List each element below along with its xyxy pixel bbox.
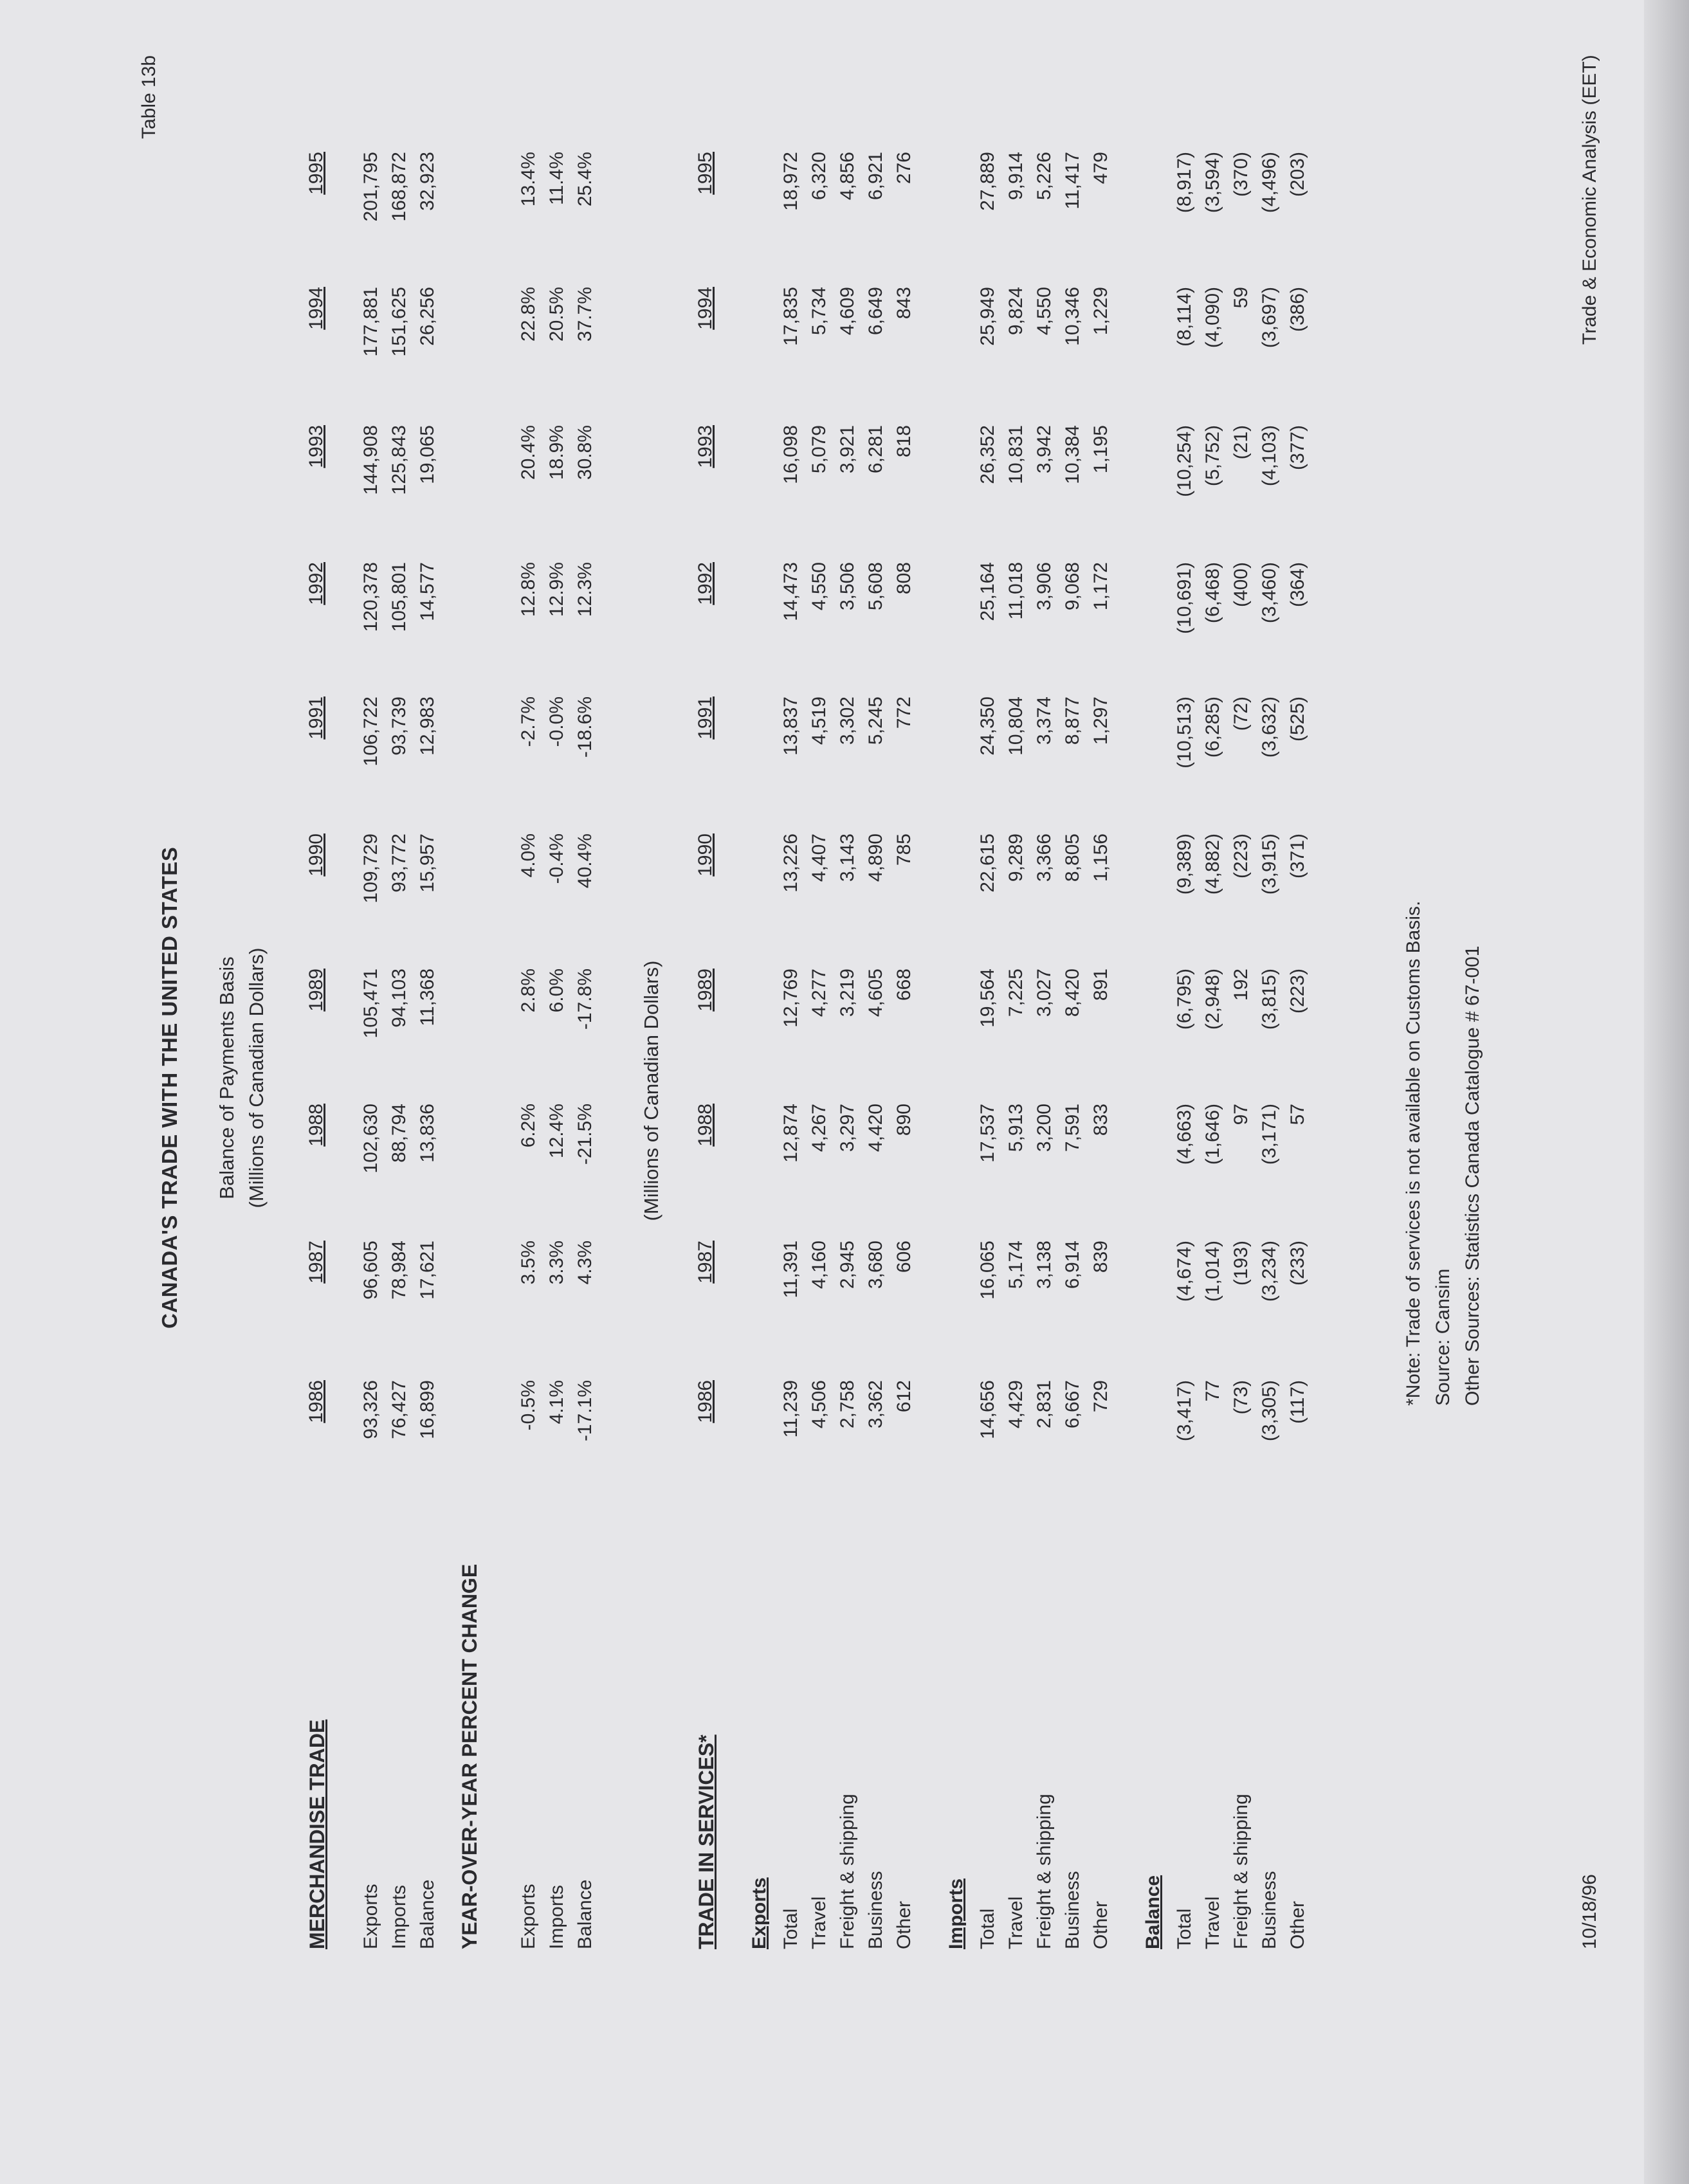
svc-g0-cell: 17,835 <box>780 287 801 346</box>
svc-g2-cell: (72) <box>1230 696 1252 731</box>
yoy-cell: 13.4% <box>518 152 539 207</box>
svc-g2-cell: 97 <box>1230 1104 1252 1125</box>
svc-g1-cell: 10,384 <box>1062 425 1083 484</box>
svc-g2-cell: (223) <box>1287 969 1308 1014</box>
svc-g2-cell: (203) <box>1287 152 1308 197</box>
merch-cell: 168,872 <box>388 152 410 222</box>
svc-g2-cell: (525) <box>1287 696 1308 742</box>
yoy-cell: 12.9% <box>546 562 567 617</box>
svc-g0-cell: 3,680 <box>865 1241 886 1289</box>
yoy-cell: 30.8% <box>574 425 596 480</box>
merch-row-label: Balance <box>417 1879 438 1949</box>
svc-g1-row-label: Other <box>1090 1900 1111 1949</box>
merch-year-1991: 1991 <box>306 696 327 740</box>
services-group-heading: Imports <box>945 1878 967 1949</box>
svc-g0-cell: 12,874 <box>780 1104 801 1163</box>
svc-g0-cell: 3,506 <box>837 562 858 611</box>
yoy-cell: 12.3% <box>574 562 596 617</box>
svc-g1-cell: 4,550 <box>1034 287 1055 336</box>
svc-g1-cell: 17,537 <box>977 1104 998 1163</box>
svc-g0-row-label: Other <box>893 1900 915 1949</box>
subtitle-units: (Millions of Canadian Dollars) <box>245 947 268 1208</box>
merch-cell: 76,427 <box>388 1380 410 1439</box>
svc-g0-cell: 2,758 <box>837 1380 858 1429</box>
svc-g1-row-label: Business <box>1062 1871 1083 1949</box>
page-title: CANADA'S TRADE WITH THE UNITED STATES <box>158 846 181 1329</box>
svc-g2-cell: (377) <box>1287 425 1308 471</box>
svc-g2-cell: (73) <box>1230 1380 1252 1415</box>
yoy-cell: 25.4% <box>574 152 596 207</box>
svc-g2-row-label: Travel <box>1202 1896 1223 1949</box>
svc-g1-cell: 25,164 <box>977 562 998 621</box>
svc-g1-cell: 891 <box>1090 969 1111 1001</box>
svc-g0-cell: 4,519 <box>808 696 830 745</box>
yoy-cell: 20.4% <box>518 425 539 480</box>
merch-cell: 105,471 <box>360 969 381 1039</box>
svc-g1-cell: 8,805 <box>1062 833 1083 882</box>
svc-g0-cell: 5,245 <box>865 696 886 745</box>
yoy-cell: -0.4% <box>546 833 567 884</box>
merch-cell: 109,729 <box>360 833 381 904</box>
svc-g2-cell: (233) <box>1287 1241 1308 1286</box>
svc-g2-cell: (6,285) <box>1202 696 1223 758</box>
yoy-cell: 12.4% <box>546 1104 567 1159</box>
merch-cell: 106,722 <box>360 696 381 767</box>
svc-g1-cell: 6,667 <box>1062 1380 1083 1429</box>
merch-cell: 144,908 <box>360 425 381 495</box>
svc-g0-cell: 808 <box>893 562 915 595</box>
svc-g2-cell: (193) <box>1230 1241 1252 1286</box>
merch-year-1990: 1990 <box>306 833 327 877</box>
svc-g1-cell: 11,018 <box>1005 562 1027 620</box>
svc-g0-row-label: Travel <box>808 1896 830 1949</box>
svc-g0-cell: 3,219 <box>837 969 858 1017</box>
yoy-cell: -17.1% <box>574 1380 596 1442</box>
svc-g1-cell: 22,615 <box>977 833 998 893</box>
svc-g0-cell: 668 <box>893 969 915 1001</box>
svc-g0-cell: 11,239 <box>780 1380 801 1438</box>
merch-cell: 32,923 <box>417 152 438 211</box>
merch-cell: 78,984 <box>388 1241 410 1300</box>
merch-year-1987: 1987 <box>306 1241 327 1284</box>
services-group-heading: Exports <box>749 1877 770 1949</box>
note-services: *Note: Trade of services is not available on Customs Basis. <box>1403 900 1424 1406</box>
merch-year-1995: 1995 <box>306 152 327 195</box>
yoy-cell: 3.5% <box>518 1241 539 1285</box>
svc-g0-cell: 612 <box>893 1380 915 1413</box>
svc-g1-cell: 729 <box>1090 1380 1111 1413</box>
svc-g1-cell: 5,913 <box>1005 1104 1027 1152</box>
svc-g0-cell: 11,391 <box>780 1241 801 1298</box>
svc-g0-cell: 6,649 <box>865 287 886 336</box>
merch-cell: 13,836 <box>417 1104 438 1163</box>
svc-g2-cell: (3,815) <box>1259 969 1280 1030</box>
svc-g2-cell: (6,468) <box>1202 562 1223 624</box>
svc-g2-cell: (117) <box>1287 1380 1308 1424</box>
svc-g0-cell: 3,143 <box>837 833 858 882</box>
svc-g1-cell: 4,429 <box>1005 1380 1027 1429</box>
svc-g0-cell: 4,609 <box>837 287 858 336</box>
yoy-cell: 4.3% <box>574 1241 596 1285</box>
svc-g1-cell: 8,420 <box>1062 969 1083 1017</box>
svc-g2-cell: (3,417) <box>1174 1380 1195 1442</box>
svc-g0-cell: 843 <box>893 287 915 320</box>
svc-g0-cell: 4,407 <box>808 833 830 882</box>
yoy-cell: -17.8% <box>574 969 596 1030</box>
svc-g1-cell: 7,591 <box>1062 1104 1083 1152</box>
svc-g0-row-label: Freight & shipping <box>837 1794 858 1949</box>
svc-g1-cell: 2,831 <box>1034 1380 1055 1429</box>
svc-g2-cell: (3,632) <box>1259 696 1280 758</box>
svc-g2-cell: (8,917) <box>1174 152 1195 214</box>
svc-g1-cell: 1,229 <box>1090 287 1111 336</box>
merchandise-heading: MERCHANDISE TRADE <box>306 1719 329 1949</box>
svc-g2-row-label: Total <box>1174 1908 1195 1949</box>
svc-g1-cell: 839 <box>1090 1241 1111 1273</box>
svc-g1-cell: 3,906 <box>1034 562 1055 611</box>
svc-g0-cell: 4,160 <box>808 1241 830 1289</box>
svc-g1-cell: 24,350 <box>977 696 998 756</box>
svc-g2-cell: (5,752) <box>1202 425 1223 487</box>
svc-g1-cell: 1,172 <box>1090 562 1111 611</box>
svc-g1-cell: 6,914 <box>1062 1241 1083 1289</box>
svc-g1-cell: 3,942 <box>1034 425 1055 474</box>
svc-g0-cell: 16,098 <box>780 425 801 484</box>
svc-g1-cell: 3,366 <box>1034 833 1055 882</box>
svc-g1-cell: 1,195 <box>1090 425 1111 474</box>
svc-g1-cell: 10,831 <box>1005 425 1027 484</box>
svc-g0-cell: 4,506 <box>808 1380 830 1429</box>
svc-g2-cell: 77 <box>1202 1380 1223 1402</box>
yoy-heading: YEAR-OVER-YEAR PERCENT CHANGE <box>458 1563 481 1949</box>
merch-cell: 177,881 <box>360 287 381 357</box>
svc-g1-row-label: Travel <box>1005 1896 1027 1949</box>
merch-cell: 15,957 <box>417 833 438 893</box>
yoy-cell: -0.0% <box>546 696 567 747</box>
svc-g1-row-label: Freight & shipping <box>1034 1794 1055 1949</box>
svc-g2-cell: (4,496) <box>1259 152 1280 214</box>
svc-g1-cell: 3,374 <box>1034 696 1055 745</box>
svc-g1-cell: 25,949 <box>977 287 998 346</box>
svc-g2-cell: 57 <box>1287 1104 1308 1125</box>
svc-g1-cell: 5,226 <box>1034 152 1055 201</box>
svc-g0-cell: 14,473 <box>780 562 801 621</box>
yoy-cell: -2.7% <box>518 696 539 747</box>
yoy-cell: -18.6% <box>574 696 596 758</box>
svc-g1-cell: 479 <box>1090 152 1111 185</box>
svc-g0-cell: 13,837 <box>780 696 801 756</box>
svc-g0-cell: 606 <box>893 1241 915 1273</box>
svc-g2-cell: (3,460) <box>1259 562 1280 624</box>
note-source: Source: Cansim <box>1432 1268 1454 1406</box>
yoy-cell: 37.7% <box>574 287 596 342</box>
svc-year-1993: 1993 <box>695 425 716 468</box>
svc-g1-cell: 1,156 <box>1090 833 1111 882</box>
svc-g2-cell: (8,114) <box>1174 287 1195 347</box>
svc-g0-cell: 3,921 <box>837 425 858 474</box>
merch-cell: 201,795 <box>360 152 381 222</box>
svc-g2-row-label: Other <box>1287 1900 1308 1949</box>
svc-g1-cell: 11,417 <box>1062 152 1083 210</box>
svc-g2-cell: (3,171) <box>1259 1104 1280 1165</box>
svc-year-1995: 1995 <box>695 152 716 195</box>
merch-cell: 93,326 <box>360 1380 381 1439</box>
note-other-sources: Other Sources: Statistics Canada Catalogue # 67-001 <box>1462 945 1483 1406</box>
svc-g1-cell: 14,656 <box>977 1380 998 1439</box>
svc-year-1992: 1992 <box>695 562 716 605</box>
svc-g0-row-label: Total <box>780 1908 801 1949</box>
svc-g0-cell: 12,769 <box>780 969 801 1028</box>
subtitle-services: (Millions of Canadian Dollars) <box>640 960 662 1221</box>
merch-year-1994: 1994 <box>306 287 327 330</box>
svc-g0-cell: 13,226 <box>780 833 801 893</box>
table-label: Table 13b <box>138 55 160 139</box>
svc-year-1991: 1991 <box>695 696 716 740</box>
svc-g0-cell: 5,079 <box>808 425 830 474</box>
svc-g0-cell: 772 <box>893 696 915 729</box>
svc-g0-cell: 785 <box>893 833 915 866</box>
yoy-cell: 4.0% <box>518 833 539 878</box>
svc-g0-cell: 4,605 <box>865 969 886 1017</box>
svc-g2-cell: (4,663) <box>1174 1104 1195 1165</box>
svc-g0-cell: 5,608 <box>865 562 886 611</box>
svc-g2-cell: 59 <box>1230 287 1252 309</box>
svc-g1-cell: 9,914 <box>1005 152 1027 201</box>
merch-cell: 102,630 <box>360 1104 381 1174</box>
yoy-cell: 18.9% <box>546 425 567 480</box>
svc-g1-row-label: Total <box>977 1908 998 1949</box>
svc-g0-row-label: Business <box>865 1871 886 1949</box>
svc-year-1987: 1987 <box>695 1241 716 1284</box>
svc-g0-cell: 4,420 <box>865 1104 886 1152</box>
yoy-cell: 11.4% <box>546 152 567 205</box>
merch-cell: 12,983 <box>417 696 438 756</box>
merch-cell: 88,794 <box>388 1104 410 1163</box>
svc-g2-cell: (1,014) <box>1202 1241 1223 1302</box>
svc-g1-cell: 9,068 <box>1062 562 1083 611</box>
svc-g2-cell: (371) <box>1287 833 1308 879</box>
merch-cell: 120,378 <box>360 562 381 632</box>
print-date: 10/18/96 <box>1579 1874 1600 1949</box>
svc-g2-cell: (4,090) <box>1202 287 1223 349</box>
svc-g2-cell: (4,882) <box>1202 833 1223 895</box>
svc-g0-cell: 4,267 <box>808 1104 830 1152</box>
svc-g1-cell: 5,174 <box>1005 1241 1027 1289</box>
svc-g2-cell: (10,254) <box>1174 425 1195 497</box>
merch-cell: 26,256 <box>417 287 438 346</box>
svc-g1-cell: 27,889 <box>977 152 998 211</box>
svc-year-1990: 1990 <box>695 833 716 877</box>
svc-g1-cell: 3,138 <box>1034 1241 1055 1289</box>
yoy-cell: 20.5% <box>546 287 567 342</box>
yoy-cell: 4.1% <box>546 1380 567 1424</box>
merch-row-label: Exports <box>360 1884 381 1949</box>
services-group-heading: Balance <box>1142 1875 1164 1949</box>
merch-year-1986: 1986 <box>306 1380 327 1423</box>
svc-g1-cell: 9,289 <box>1005 833 1027 882</box>
svc-year-1986: 1986 <box>695 1380 716 1423</box>
svc-g2-cell: (4,103) <box>1259 425 1280 487</box>
yoy-cell: 22.8% <box>518 287 539 342</box>
svc-g2-cell: (21) <box>1230 425 1252 460</box>
svc-g2-cell: (9,389) <box>1174 833 1195 895</box>
svc-g1-cell: 10,346 <box>1062 287 1083 346</box>
svc-g1-cell: 3,200 <box>1034 1104 1055 1152</box>
svc-g0-cell: 818 <box>893 425 915 458</box>
merch-cell: 96,605 <box>360 1241 381 1300</box>
merch-cell: 105,801 <box>388 562 410 632</box>
yoy-cell: 6.2% <box>518 1104 539 1148</box>
svc-g1-cell: 833 <box>1090 1104 1111 1136</box>
svc-g1-cell: 19,564 <box>977 969 998 1028</box>
merch-cell: 93,739 <box>388 696 410 756</box>
svc-g2-cell: (3,305) <box>1259 1380 1280 1442</box>
svc-g2-row-label: Business <box>1259 1871 1280 1949</box>
svc-g1-cell: 8,877 <box>1062 696 1083 745</box>
svc-g2-cell: (3,915) <box>1259 833 1280 895</box>
yoy-row-label: Balance <box>574 1879 596 1949</box>
svc-year-1989: 1989 <box>695 969 716 1012</box>
merch-year-1988: 1988 <box>306 1104 327 1147</box>
svc-g2-cell: (2,948) <box>1202 969 1223 1030</box>
svc-g2-cell: (364) <box>1287 562 1308 608</box>
svc-year-1988: 1988 <box>695 1104 716 1147</box>
svc-g0-cell: 4,550 <box>808 562 830 611</box>
yoy-cell: 40.4% <box>574 833 596 889</box>
svc-g2-cell: (10,691) <box>1174 562 1195 634</box>
svc-g0-cell: 3,297 <box>837 1104 858 1152</box>
svc-year-1994: 1994 <box>695 287 716 330</box>
svc-g0-cell: 5,734 <box>808 287 830 336</box>
merch-cell: 11,368 <box>417 969 438 1026</box>
merch-cell: 125,843 <box>388 425 410 495</box>
merch-year-1992: 1992 <box>306 562 327 605</box>
yoy-row-label: Imports <box>546 1884 567 1949</box>
svc-g2-cell: (1,646) <box>1202 1104 1223 1165</box>
svc-g0-cell: 3,362 <box>865 1380 886 1429</box>
svc-g0-cell: 890 <box>893 1104 915 1136</box>
svc-g2-cell: 192 <box>1230 969 1252 1001</box>
svc-g2-cell: (6,795) <box>1174 969 1195 1030</box>
svc-g0-cell: 18,972 <box>780 152 801 211</box>
svc-g1-cell: 7,225 <box>1005 969 1027 1017</box>
yoy-cell: 2.8% <box>518 969 539 1013</box>
merch-cell: 17,621 <box>417 1241 438 1300</box>
services-heading: TRADE IN SERVICES* <box>695 1734 718 1949</box>
merch-year-1989: 1989 <box>306 969 327 1012</box>
yoy-cell: 12.8% <box>518 562 539 617</box>
svc-g2-cell: (3,594) <box>1202 152 1223 214</box>
svc-g2-cell: (3,697) <box>1259 287 1280 349</box>
subtitle-basis: Balance of Payments Basis <box>215 956 238 1199</box>
yoy-cell: -21.5% <box>574 1104 596 1165</box>
svc-g1-cell: 9,824 <box>1005 287 1027 336</box>
merch-cell: 16,899 <box>417 1380 438 1439</box>
svc-g2-cell: (386) <box>1287 287 1308 332</box>
svc-g0-cell: 4,890 <box>865 833 886 882</box>
yoy-cell: 3.3% <box>546 1241 567 1285</box>
svc-g0-cell: 6,320 <box>808 152 830 201</box>
svc-g2-row-label: Freight & shipping <box>1230 1794 1252 1949</box>
svc-g0-cell: 4,856 <box>837 152 858 201</box>
merch-cell: 93,772 <box>388 833 410 893</box>
svc-g2-cell: (4,674) <box>1174 1241 1195 1302</box>
svc-g2-cell: (3,234) <box>1259 1241 1280 1302</box>
svc-g1-cell: 10,804 <box>1005 696 1027 756</box>
merch-row-label: Imports <box>388 1884 410 1949</box>
merch-cell: 151,625 <box>388 287 410 357</box>
merch-cell: 19,065 <box>417 425 438 484</box>
svc-g0-cell: 3,302 <box>837 696 858 745</box>
footer-credit: Trade & Economic Analysis (EET) <box>1579 55 1600 345</box>
svc-g1-cell: 3,027 <box>1034 969 1055 1017</box>
svc-g2-cell: (223) <box>1230 833 1252 879</box>
yoy-cell: 6.0% <box>546 969 567 1013</box>
svc-g0-cell: 6,281 <box>865 425 886 474</box>
yoy-row-label: Exports <box>518 1884 539 1949</box>
svc-g2-cell: (370) <box>1230 152 1252 197</box>
merch-year-1993: 1993 <box>306 425 327 468</box>
svc-g2-cell: (10,513) <box>1174 696 1195 769</box>
svc-g0-cell: 276 <box>893 152 915 185</box>
svc-g0-cell: 4,277 <box>808 969 830 1017</box>
svc-g0-cell: 2,945 <box>837 1241 858 1289</box>
svc-g0-cell: 6,921 <box>865 152 886 201</box>
merch-cell: 14,577 <box>417 562 438 621</box>
svc-g1-cell: 16,065 <box>977 1241 998 1300</box>
merch-cell: 94,103 <box>388 969 410 1028</box>
yoy-cell: -0.5% <box>518 1380 539 1431</box>
svc-g1-cell: 1,297 <box>1090 696 1111 745</box>
svc-g1-cell: 26,352 <box>977 425 998 484</box>
svc-g2-cell: (400) <box>1230 562 1252 608</box>
